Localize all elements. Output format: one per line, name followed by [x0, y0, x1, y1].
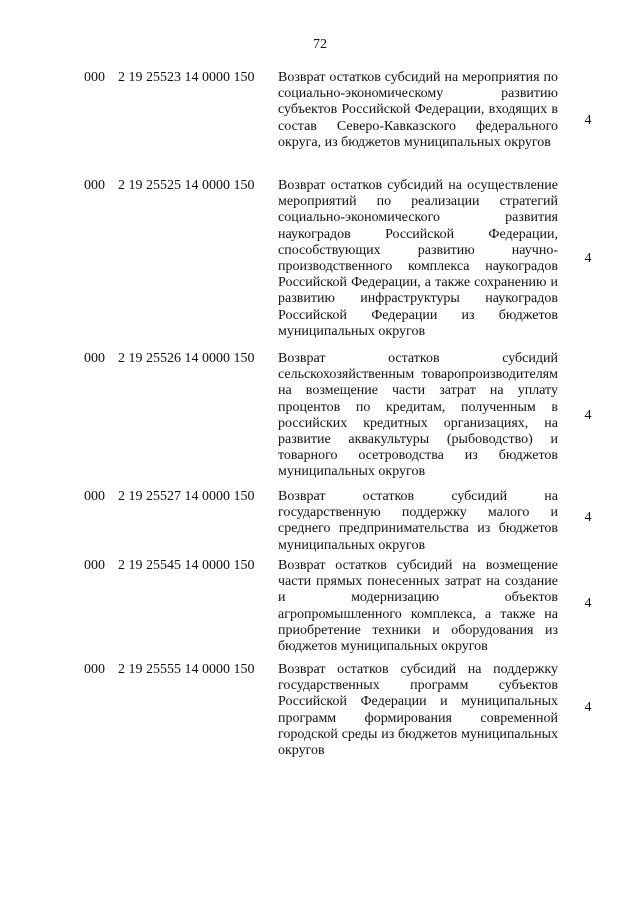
- income-description: Возврат остатков субсидий на осуществление мероприятий по реализации стратегий социально-экономического развития наукоградов Российской Федерации, способствующих развитию научно-производственного комплекса наукоградов Российской Федерации, а также сохранению и развитию инфраструктуры наукоградов Российской Федерации из бюджетов муниципальных округов: [278, 178, 558, 339]
- norm-value: 4: [584, 408, 592, 423]
- admin-code: 000: [84, 70, 105, 85]
- income-description: Возврат остатков субсидий на государственную поддержку малого и среднего предпринимательства из бюджетов муниципальных округов: [278, 489, 558, 553]
- norm-value: 4: [584, 700, 592, 715]
- norm-value: 4: [584, 510, 592, 525]
- admin-code: 000: [84, 351, 105, 366]
- income-description: Возврат остатков субсидий на мероприятия по социально-экономическому развитию субъектов Российской Федерации, входящих в состав Северо-Кавказского федерального округа, из бюджетов муниципальных округов: [278, 70, 558, 150]
- budget-classification-code: 2 19 25527 14 0000 150: [118, 489, 255, 504]
- admin-code: 000: [84, 178, 105, 193]
- budget-classification-code: 2 19 25523 14 0000 150: [118, 70, 255, 85]
- norm-value: 4: [584, 251, 592, 266]
- page-number: 72: [313, 37, 327, 52]
- budget-classification-code: 2 19 25525 14 0000 150: [118, 178, 255, 193]
- budget-classification-code: 2 19 25545 14 0000 150: [118, 558, 255, 573]
- norm-value: 4: [584, 596, 592, 611]
- income-description: Возврат остатков субсидий сельскохозяйственным товаропроизводителям на возмещение части затрат на уплату процентов по кредитам, полученным в российских кредитных организациях, на развитие аквакультуры (рыбоводство) и товарного осетроводства из бюджетов муниципальных округов: [278, 351, 558, 480]
- admin-code: 000: [84, 558, 105, 573]
- income-description: Возврат остатков субсидий на поддержку государственных программ субъектов Российской Федерации и муниципальных программ формирования современной городской среды из бюджетов муниципальных округов: [278, 662, 558, 759]
- income-description: Возврат остатков субсидий на возмещение части прямых понесенных затрат на создание и модернизацию объектов агропромышленного комплекса, а также на приобретение техники и оборудования из бюджетов муниципальных округов: [278, 558, 558, 655]
- budget-classification-code: 2 19 25555 14 0000 150: [118, 662, 255, 677]
- budget-classification-code: 2 19 25526 14 0000 150: [118, 351, 255, 366]
- admin-code: 000: [84, 662, 105, 677]
- admin-code: 000: [84, 489, 105, 504]
- norm-value: 4: [584, 113, 592, 128]
